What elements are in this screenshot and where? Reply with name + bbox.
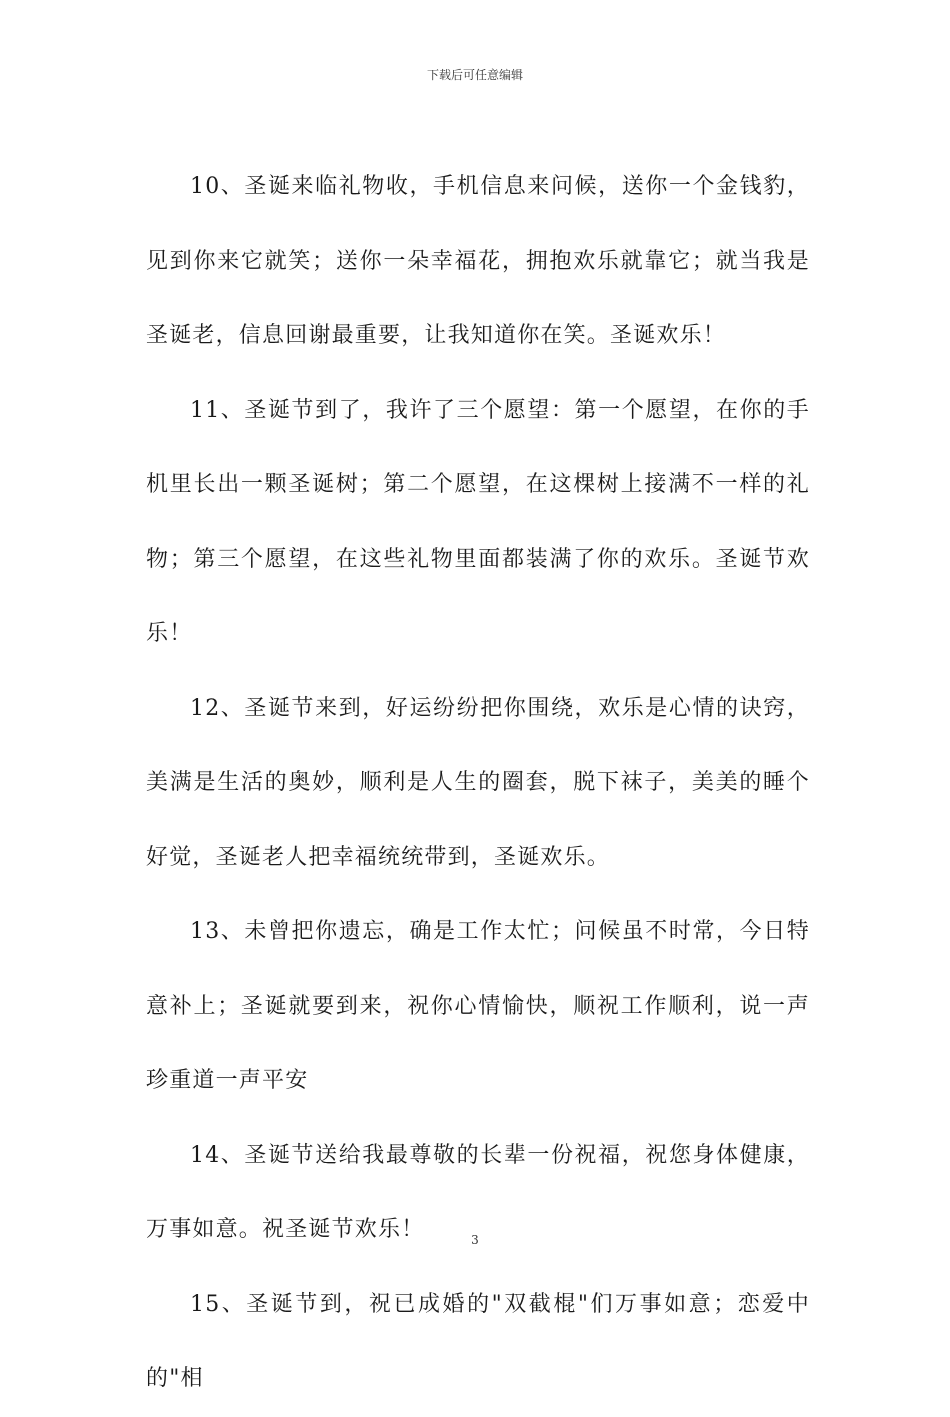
- document-body: [146, 150, 810, 1417]
- header-note: 下载后可任意编辑: [426, 68, 523, 82]
- paragraph-15: 15、圣诞节到，祝已成婚的"双截棍"们万事如意；恋爱中的"相: [146, 1291, 810, 1391]
- paragraph-11: 11、圣诞节到了，我许了三个愿望：第一个愿望，在你的手机里长出一颗圣诞树；第二个愿望，在这棵树上接满不一样的礼物；第三个愿望，在这些礼物里面都装满了你的欢乐。圣诞节欢乐！: [146, 397, 810, 646]
- paragraph-10: 10、圣诞来临礼物收，手机信息来问候，送你一个金钱豹，见到你来它就笑；送你一朵幸福花，拥抱欢乐就靠它；就当我是圣诞老，信息回谢最重要，让我知道你在笑。圣诞欢乐！: [146, 174, 810, 348]
- paragraph-12: 12、圣诞节来到，好运纷纷把你围绕，欢乐是心情的诀窍，美满是生活的奥妙，顺利是人生的圈套，脱下袜子，美美的睡个好觉，圣诞老人把幸福统统带到，圣诞欢乐。: [146, 695, 810, 870]
- paragraph-13: 13、未曾把你遗忘，确是工作太忙；问候虽不时常，今日特意补上；圣诞就要到来，祝你心情愉快，顺祝工作顺利，说一声珍重道一声平安: [146, 919, 810, 1093]
- page-number: 3: [471, 1233, 479, 1247]
- paragraph-14: 14、圣诞节送给我最尊敬的长辈一份祝福，祝您身体健康，万事如意。祝圣诞节欢乐！: [146, 1142, 810, 1242]
